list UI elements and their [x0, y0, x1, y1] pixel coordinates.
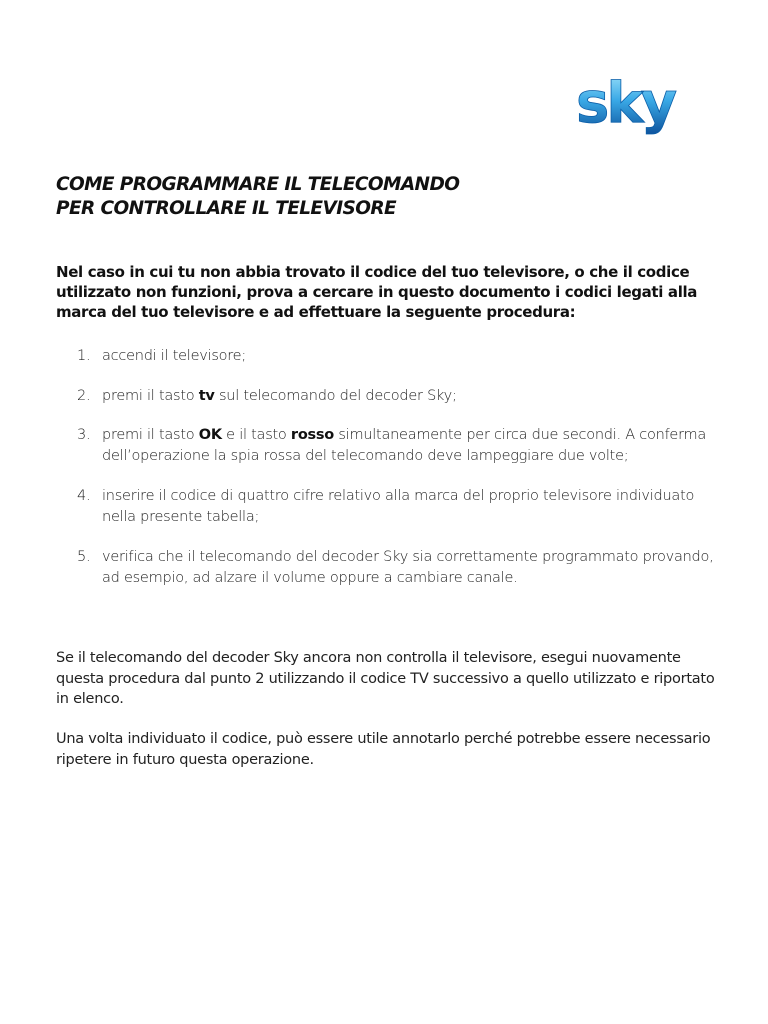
step-2 [56, 386, 716, 407]
step-text-pre: premi il tasto [102, 427, 199, 443]
step-text: accendi il televisore; [102, 348, 246, 364]
step-text-pre: premi il tasto [102, 387, 199, 404]
title-line-2: PER CONTROLLARE IL TELEVISORE [56, 198, 397, 219]
step-text: inserire il codice di quattro cifre relativo alla marca del proprio televisore individuato nella presente tabella; [102, 488, 695, 525]
title-line-1: COME PROGRAMMARE IL TELECOMANDO [56, 174, 460, 195]
key-ok: OK [198, 427, 222, 443]
step-text-post: sul telecomando del decoder Sky; [214, 387, 457, 404]
step-number: 2. [77, 387, 91, 404]
key-rosso: rosso [290, 427, 335, 443]
procedure-steps [56, 346, 716, 588]
step-text-mid: e il tasto [221, 427, 291, 443]
step-text: verifica che il telecomando del decoder Sky sia correttamente programmato provando, ad esempio, ad alzare il volume oppure a cambiare canale. [102, 549, 714, 586]
step-5 [56, 547, 716, 588]
svg-text:sky: sky [576, 72, 675, 136]
intro-paragraph: Nel caso in cui tu non abbia trovato il codice del tuo televisore, o che il codice utilizzato non funzioni, prova a cercare in questo documento i codici legati alla marca del tuo televisore e ad effettuare la seguente procedura: [56, 263, 698, 321]
page-title [56, 173, 459, 221]
step-number: 5. [77, 549, 91, 565]
sky-logo [574, 72, 696, 138]
step-number: 4. [77, 488, 91, 504]
step-number: 3. [77, 427, 91, 443]
retry-paragraph: Se il telecomando del decoder Sky ancora non controlla il televisore, esegui nuovamente questa procedura dal punto 2 utilizzando il codice TV successivo a quello utilizzato e riportato in elenco. [56, 650, 715, 707]
step-text-post: simultaneamente per circa due secondi. A conferma dell’operazione la spia rossa del telecomando deve lampeggiare due volte; [102, 427, 707, 464]
step-1 [56, 346, 716, 367]
step-3 [56, 425, 716, 466]
note-paragraph: Una volta individuato il codice, può essere utile annotarlo perché potrebbe essere necessario ripetere in futuro questa operazione. [56, 731, 711, 768]
step-number: 1. [77, 348, 91, 364]
step-4 [56, 486, 716, 527]
key-tv: tv [198, 387, 215, 404]
